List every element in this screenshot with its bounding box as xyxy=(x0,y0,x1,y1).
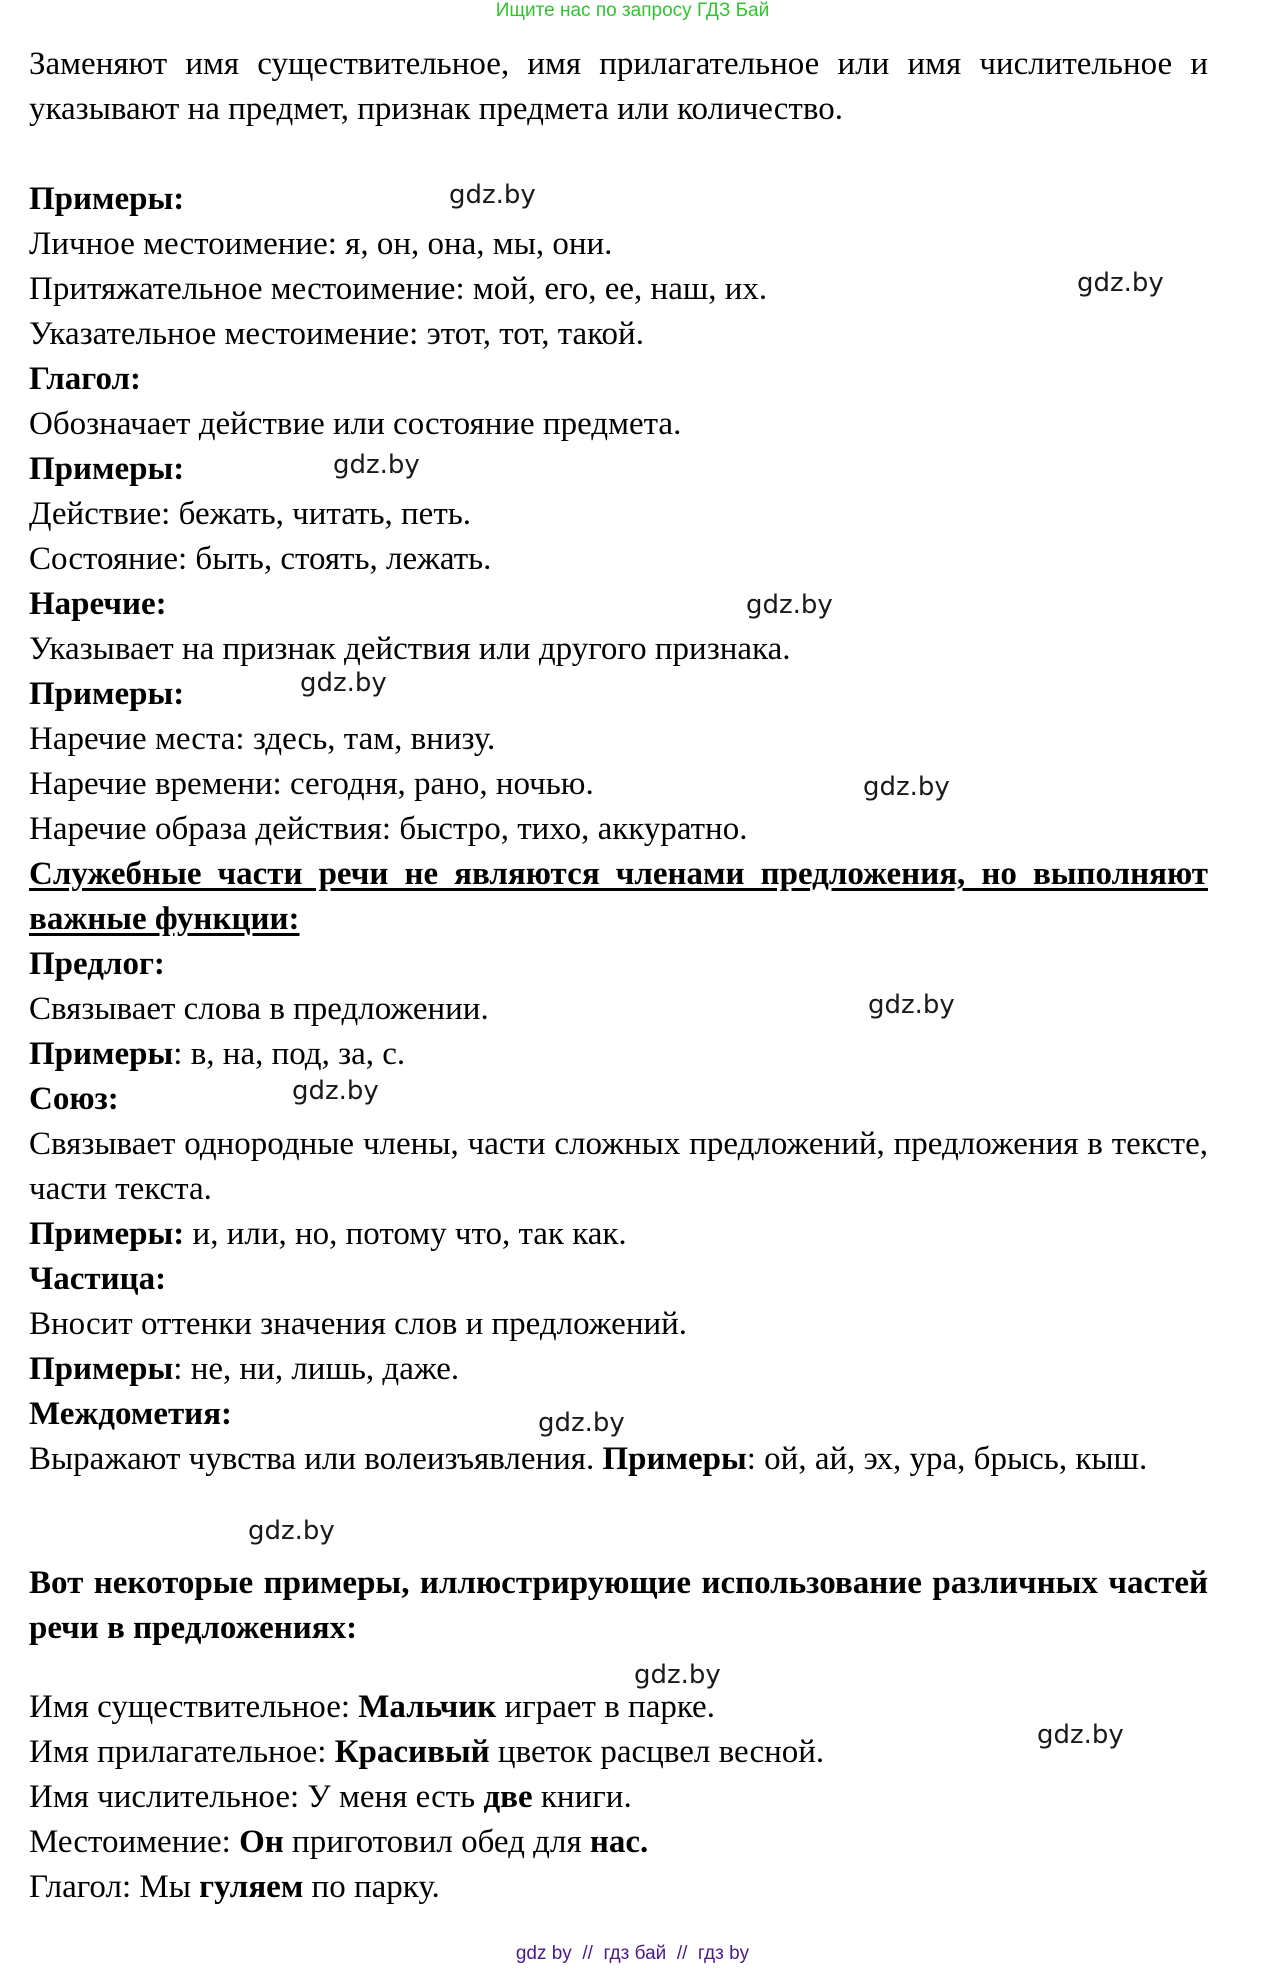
sentence-highlight: гуляем xyxy=(199,1869,304,1905)
adverb-examples-label: Примеры: xyxy=(29,676,185,712)
particle-examples-list: : не, ни, лишь, даже. xyxy=(173,1351,460,1387)
pronoun-definition: Заменяют имя существительное, имя прилагательное или имя числительное и указывают на предмет, признак предмета или количество. xyxy=(29,46,1208,127)
interjection-title: Междометия: xyxy=(29,1396,233,1432)
sentence-rest: цветок расцвел весной. xyxy=(489,1734,825,1770)
watermark: gdz.by xyxy=(634,1660,721,1690)
interjection-definition: Выражают чувства или волеизъявления. xyxy=(29,1441,595,1477)
usage-sentence-verb xyxy=(29,1865,1208,1910)
conjunction-examples-label: Примеры: xyxy=(29,1216,185,1252)
verb-example-action: Действие: бежать, читать, петь. xyxy=(29,496,472,532)
watermark: gdz.by xyxy=(300,668,387,698)
watermark: gdz.by xyxy=(863,772,950,802)
verb-title: Глагол: xyxy=(29,361,142,397)
verb-example-state: Состояние: быть, стоять, лежать. xyxy=(29,541,492,577)
sentence-label: Имя числительное: У меня есть xyxy=(29,1779,484,1815)
usage-sentence-pronoun xyxy=(29,1820,1208,1865)
pronoun-examples-label: Примеры: xyxy=(29,181,185,217)
spacer xyxy=(29,1527,1208,1561)
sentence-highlight: Мальчик xyxy=(358,1689,497,1725)
sentence-rest: приготовил обед для xyxy=(283,1824,590,1860)
interjection-examples-label: Примеры xyxy=(602,1441,747,1477)
preposition-examples xyxy=(29,1032,1208,1077)
sentence-label: Имя существительное: xyxy=(29,1689,359,1725)
verb-definition: Обозначает действие или состояние предмета. xyxy=(29,406,682,442)
document-body xyxy=(29,42,1208,1910)
adverb-title: Наречие: xyxy=(29,586,167,622)
interjection-examples-list: : ой, ай, эх, ура, брысь, кыш. xyxy=(746,1441,1148,1477)
sentence-label: Местоимение: xyxy=(29,1824,240,1860)
conjunction-title: Союз: xyxy=(29,1081,119,1117)
preposition-examples-label: Примеры xyxy=(29,1036,174,1072)
adverb-example-time: Наречие времени: сегодня, рано, ночью. xyxy=(29,766,594,802)
watermark: gdz.by xyxy=(1037,1720,1124,1750)
pronoun-example-personal: Личное местоимение: я, он, она, мы, они. xyxy=(29,226,613,262)
sentence-highlight: нас. xyxy=(589,1824,649,1860)
verb-examples-label: Примеры: xyxy=(29,451,185,487)
sentence-label: Глагол: Мы xyxy=(29,1869,200,1905)
sentence-rest: по парку. xyxy=(303,1869,440,1905)
adverb-example-place: Наречие места: здесь, там, внизу. xyxy=(29,721,496,757)
conjunction-examples-list: и, или, но, потому что, так как. xyxy=(184,1216,627,1252)
usage-heading: Вот некоторые примеры, иллюстрирующие использование различных частей речи в предложениях: xyxy=(29,1565,1208,1646)
adverb-definition: Указывает на признак действия или другого признака. xyxy=(29,631,791,667)
conjunction-definition: Связывает однородные члены, части сложных предложений, предложения в тексте, части текста. xyxy=(29,1126,1208,1207)
preposition-title: Предлог: xyxy=(29,946,165,982)
usage-sentence-noun xyxy=(29,1685,1208,1730)
watermark: gdz.by xyxy=(248,1516,335,1546)
particle-examples xyxy=(29,1347,1208,1392)
watermark: gdz.by xyxy=(1077,268,1164,298)
sentence-highlight: Красивый xyxy=(334,1734,490,1770)
particle-definition: Вносит оттенки значения слов и предложений. xyxy=(29,1306,688,1342)
watermark: gdz.by xyxy=(868,990,955,1020)
spacer xyxy=(29,1651,1208,1685)
adverb-example-manner: Наречие образа действия: быстро, тихо, аккуратно. xyxy=(29,811,748,847)
watermark: gdz.by xyxy=(449,180,536,210)
particle-title: Частица: xyxy=(29,1261,167,1297)
usage-sentence-numeral xyxy=(29,1775,1208,1820)
interjection-paragraph xyxy=(29,1437,1208,1527)
function-words-heading: Служебные части речи не являются членами предложения, но выполняют важные функции: xyxy=(29,856,1208,937)
footer-links: gdz by // гдз бай // гдз by xyxy=(515,1943,750,1964)
sentence-rest: играет в парке. xyxy=(496,1689,715,1725)
pronoun-example-demonstrative: Указательное местоимение: этот, тот, такой. xyxy=(29,316,644,352)
watermark: gdz.by xyxy=(538,1408,625,1438)
pronoun-example-possessive: Притяжательное местоимение: мой, его, ее, наш, их. xyxy=(29,271,768,307)
search-banner: Ищите нас по запросу ГДЗ Бай xyxy=(495,0,770,21)
conjunction-examples xyxy=(29,1212,1208,1257)
usage-sentence-adjective xyxy=(29,1730,1208,1775)
preposition-definition: Связывает слова в предложении. xyxy=(29,991,489,1027)
preposition-examples-list: : в, на, под, за, с. xyxy=(173,1036,406,1072)
sentence-highlight: две xyxy=(483,1779,533,1815)
sentence-highlight: Он xyxy=(239,1824,284,1860)
watermark: gdz.by xyxy=(292,1076,379,1106)
sentence-label: Имя прилагательное: xyxy=(29,1734,335,1770)
watermark: gdz.by xyxy=(333,450,420,480)
watermark: gdz.by xyxy=(746,590,833,620)
sentence-rest: книги. xyxy=(532,1779,632,1815)
particle-examples-label: Примеры xyxy=(29,1351,174,1387)
